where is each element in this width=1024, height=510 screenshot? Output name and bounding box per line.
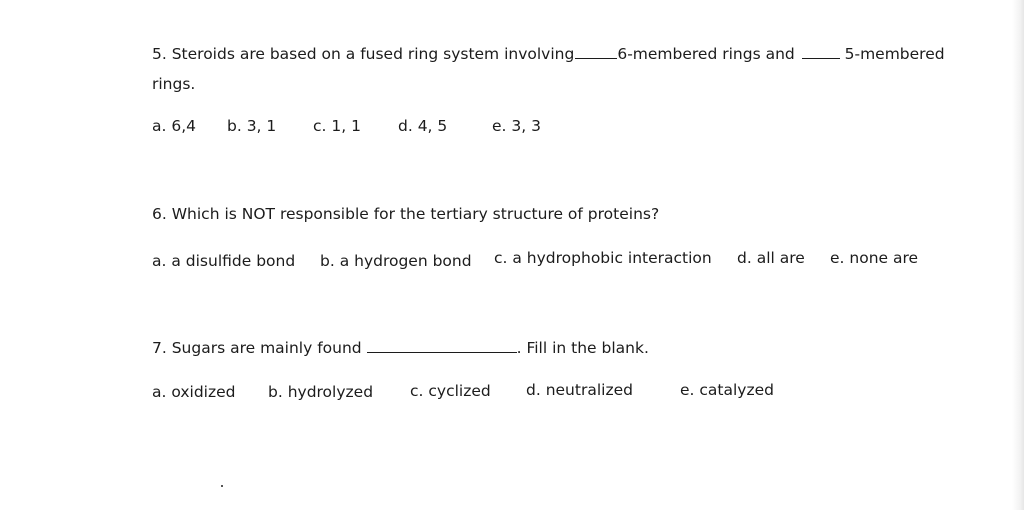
question-7-option-b: b. hydrolyzed (268, 383, 374, 401)
blank-line (367, 338, 517, 353)
page-edge (1012, 0, 1024, 510)
question-7-text-part2: . Fill in the blank. (516, 339, 649, 357)
blank-line (802, 44, 840, 59)
question-5-text-part2: 6-membered rings and (617, 45, 795, 63)
question-5-text-part3: 5-membered (844, 45, 945, 63)
question-5-text-part1: 5. Steroids are based on a fused ring system involving (152, 45, 575, 63)
question-5-option-b: b. 3, 1 (227, 117, 277, 135)
question-5-line-2: rings. (152, 75, 196, 93)
question-5-option-e: e. 3, 3 (492, 117, 541, 135)
question-7-text-part1: 7. Sugars are mainly found (152, 339, 362, 357)
stray-mark (221, 485, 223, 487)
question-7-option-d: d. neutralized (526, 381, 633, 399)
question-5-line-1 (152, 44, 945, 64)
blank-line (575, 44, 617, 59)
question-5-option-a: a. 6,4 (152, 117, 197, 135)
question-6-option-e: e. none are (830, 249, 919, 267)
question-6-option-a: a. a disulfide bond (152, 252, 296, 270)
question-6-text: 6. Which is NOT responsible for the tertiary structure of proteins? (152, 205, 660, 223)
question-6-option-b: b. a hydrogen bond (320, 252, 472, 270)
question-7-line (152, 338, 649, 358)
question-7-option-a: a. oxidized (152, 383, 236, 401)
question-6-option-c: c. a hydrophobic interaction (494, 249, 712, 267)
question-5-option-c: c. 1, 1 (313, 117, 361, 135)
question-5-option-d: d. 4, 5 (398, 117, 448, 135)
question-7-option-c: c. cyclized (410, 382, 491, 400)
question-7-option-e: e. catalyzed (680, 381, 774, 399)
question-6-option-d: d. all are (737, 249, 805, 267)
